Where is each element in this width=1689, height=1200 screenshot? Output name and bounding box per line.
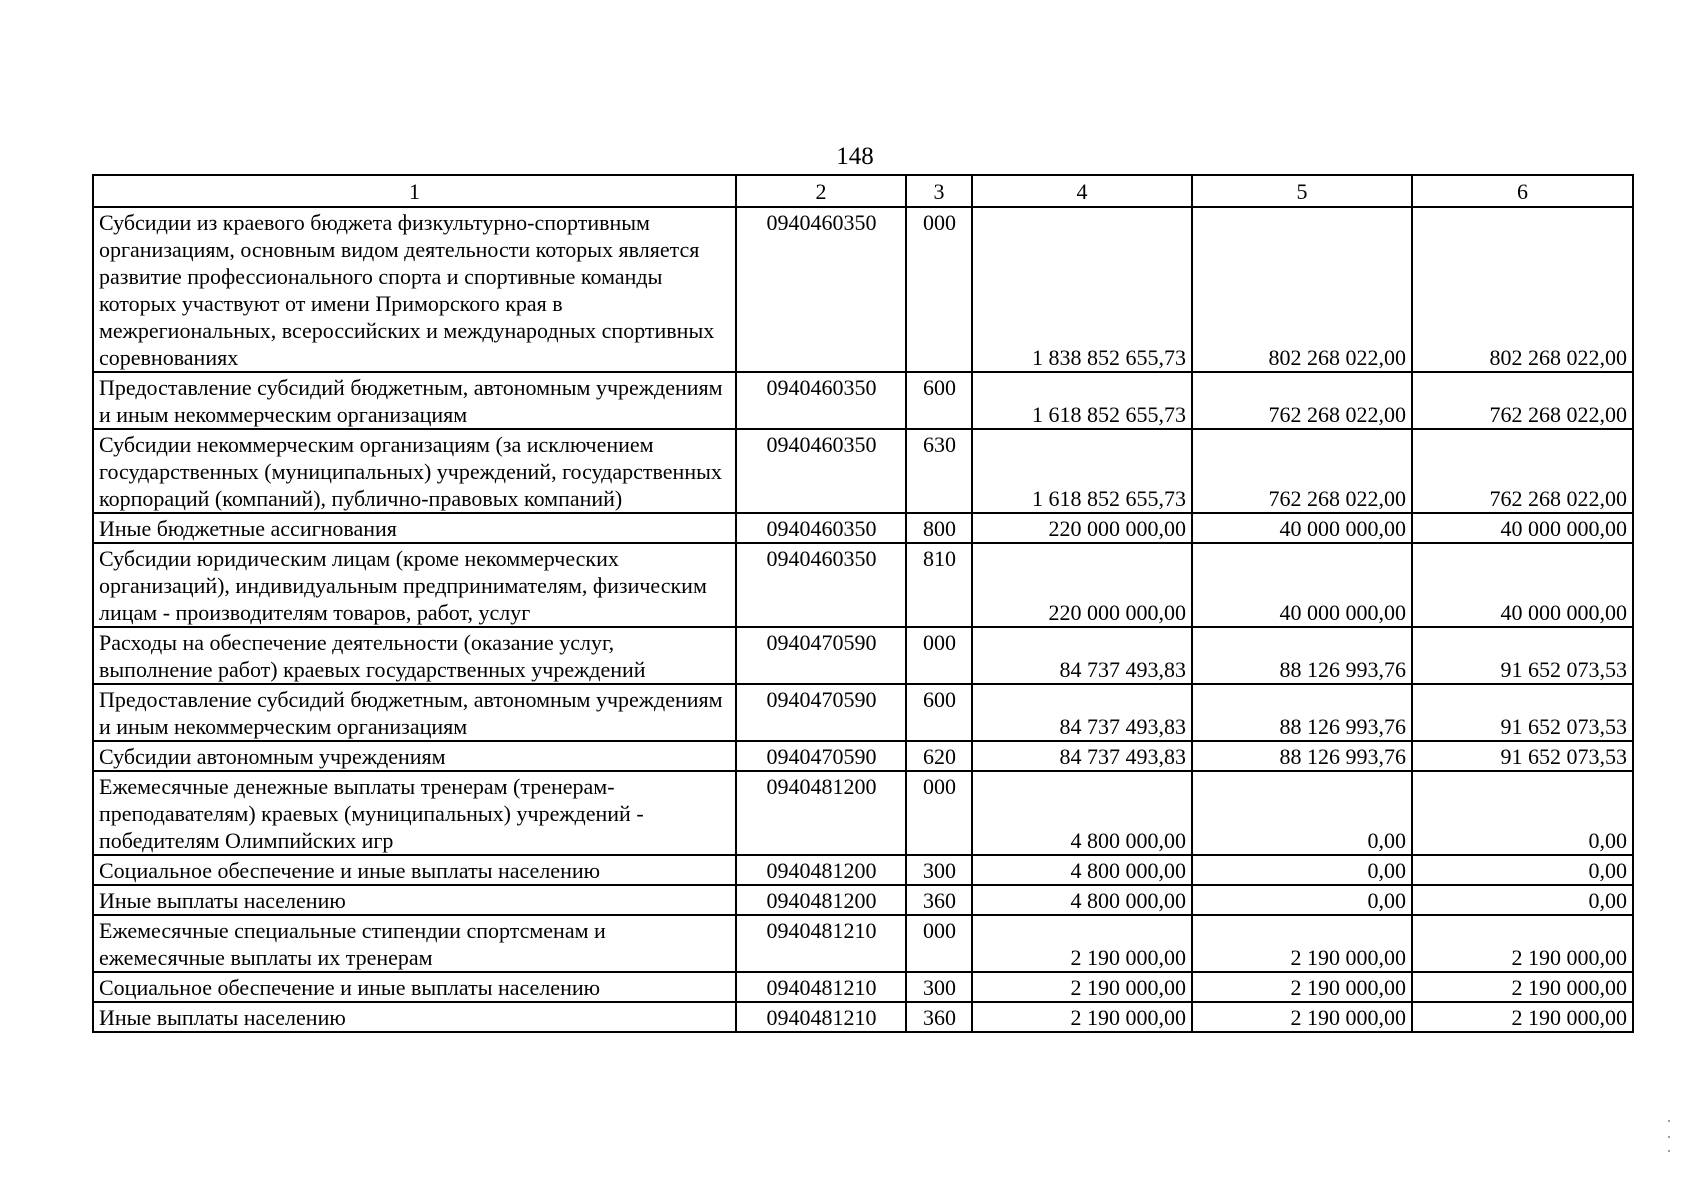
row-code-cell: 0940460350: [736, 429, 906, 513]
row-name-cell: Ежемесячные денежные выплаты тренерам (тренерам-преподавателям) краевых (муниципальных) учреждений - победителям Олимпийских игр: [93, 771, 736, 855]
column-header: 4: [972, 175, 1192, 207]
row-value-col5-cell: 40 000 000,00: [1192, 543, 1412, 627]
row-name-cell: Иные выплаты населению: [93, 885, 736, 915]
row-value-col4-cell: 4 800 000,00: [972, 885, 1192, 915]
row-value-col4-cell: 4 800 000,00: [972, 855, 1192, 885]
row-name-cell: Иные выплаты населению: [93, 1002, 736, 1032]
row-value-col4-cell: 84 737 493,83: [972, 627, 1192, 684]
row-code-cell: 0940470590: [736, 627, 906, 684]
column-header: 6: [1412, 175, 1633, 207]
row-value-col6-cell: 40 000 000,00: [1412, 513, 1633, 543]
row-name-cell: Предоставление субсидий бюджетным, автономным учреждениям и иным некоммерческим организациям: [93, 372, 736, 429]
row-value-col5-cell: 2 190 000,00: [1192, 915, 1412, 972]
page-number: 148: [836, 143, 874, 170]
row-value-col6-cell: 2 190 000,00: [1412, 972, 1633, 1002]
row-value-col4-cell: 84 737 493,83: [972, 684, 1192, 741]
row-name-cell: Субсидии из краевого бюджета физкультурно-спортивным организациям, основным видом деятельности которых является развитие профессионального спорта и спортивные команды которых участвуют от имени Приморского края в межрегиональных, всероссийских и международных спортивных соревнованиях: [93, 207, 736, 372]
row-type-cell: 360: [906, 1002, 972, 1032]
row-type-cell: 600: [906, 684, 972, 741]
row-name-cell: Социальное обеспечение и иные выплаты населению: [93, 855, 736, 885]
row-value-col5-cell: 88 126 993,76: [1192, 627, 1412, 684]
table-row: [93, 372, 1633, 429]
row-value-col6-cell: 802 268 022,00: [1412, 207, 1633, 372]
row-value-col4-cell: 1 618 852 655,73: [972, 372, 1192, 429]
row-value-col6-cell: 2 190 000,00: [1412, 915, 1633, 972]
row-value-col4-cell: 84 737 493,83: [972, 741, 1192, 771]
row-value-col5-cell: 762 268 022,00: [1192, 372, 1412, 429]
column-header: 3: [906, 175, 972, 207]
row-code-cell: 0940460350: [736, 207, 906, 372]
row-value-col4-cell: 2 190 000,00: [972, 972, 1192, 1002]
row-value-col6-cell: 0,00: [1412, 771, 1633, 855]
row-value-col4-cell: 1 838 852 655,73: [972, 207, 1192, 372]
row-value-col6-cell: 762 268 022,00: [1412, 372, 1633, 429]
row-value-col4-cell: 4 800 000,00: [972, 771, 1192, 855]
row-value-col6-cell: 762 268 022,00: [1412, 429, 1633, 513]
row-name-cell: Расходы на обеспечение деятельности (оказание услуг, выполнение работ) краевых государственных учреждений: [93, 627, 736, 684]
table-row: [93, 915, 1633, 972]
row-name-cell: Ежемесячные специальные стипендии спортсменам и ежемесячные выплаты их тренерам: [93, 915, 736, 972]
row-value-col6-cell: 91 652 073,53: [1412, 741, 1633, 771]
row-type-cell: 000: [906, 627, 972, 684]
row-value-col4-cell: 220 000 000,00: [972, 513, 1192, 543]
row-value-col4-cell: 2 190 000,00: [972, 915, 1192, 972]
row-type-cell: 000: [906, 915, 972, 972]
row-code-cell: 0940460350: [736, 543, 906, 627]
row-code-cell: 0940470590: [736, 684, 906, 741]
row-name-cell: Социальное обеспечение и иные выплаты населению: [93, 972, 736, 1002]
row-value-col4-cell: 1 618 852 655,73: [972, 429, 1192, 513]
row-type-cell: 800: [906, 513, 972, 543]
row-code-cell: 0940470590: [736, 741, 906, 771]
scan-speck: [1668, 1150, 1670, 1152]
row-type-cell: 810: [906, 543, 972, 627]
row-value-col6-cell: 91 652 073,53: [1412, 684, 1633, 741]
row-code-cell: 0940481200: [736, 771, 906, 855]
row-type-cell: 300: [906, 972, 972, 1002]
row-value-col5-cell: 0,00: [1192, 855, 1412, 885]
table-row: [93, 1002, 1633, 1032]
table-header-row: [93, 175, 1633, 207]
row-type-cell: 630: [906, 429, 972, 513]
row-value-col6-cell: 2 190 000,00: [1412, 1002, 1633, 1032]
table-row: [93, 207, 1633, 372]
row-value-col5-cell: 0,00: [1192, 885, 1412, 915]
scan-speck: [1668, 1136, 1670, 1138]
row-value-col5-cell: 2 190 000,00: [1192, 1002, 1412, 1032]
row-type-cell: 600: [906, 372, 972, 429]
row-value-col6-cell: 40 000 000,00: [1412, 543, 1633, 627]
row-value-col5-cell: 762 268 022,00: [1192, 429, 1412, 513]
row-value-col6-cell: 0,00: [1412, 885, 1633, 915]
table-row: [93, 771, 1633, 855]
row-value-col5-cell: 2 190 000,00: [1192, 972, 1412, 1002]
row-value-col5-cell: 88 126 993,76: [1192, 684, 1412, 741]
row-type-cell: 000: [906, 207, 972, 372]
table-row: [93, 855, 1633, 885]
row-name-cell: Субсидии юридическим лицам (кроме некоммерческих организаций), индивидуальным предпринимателям, физическим лицам - производителям товаров, работ, услуг: [93, 543, 736, 627]
row-code-cell: 0940481210: [736, 972, 906, 1002]
row-value-col5-cell: 0,00: [1192, 771, 1412, 855]
scan-speck: [1668, 1120, 1670, 1122]
table-row: [93, 741, 1633, 771]
row-value-col4-cell: 220 000 000,00: [972, 543, 1192, 627]
budget-table: [92, 174, 1634, 1033]
row-value-col4-cell: 2 190 000,00: [972, 1002, 1192, 1032]
row-value-col5-cell: 88 126 993,76: [1192, 741, 1412, 771]
column-header: 5: [1192, 175, 1412, 207]
table-row: [93, 972, 1633, 1002]
row-code-cell: 0940481210: [736, 915, 906, 972]
row-code-cell: 0940460350: [736, 372, 906, 429]
table-row: [93, 429, 1633, 513]
row-code-cell: 0940460350: [736, 513, 906, 543]
row-name-cell: Предоставление субсидий бюджетным, автономным учреждениям и иным некоммерческим организациям: [93, 684, 736, 741]
column-header: 2: [736, 175, 906, 207]
column-header: 1: [93, 175, 736, 207]
row-type-cell: 300: [906, 855, 972, 885]
table-row: [93, 684, 1633, 741]
row-value-col6-cell: 91 652 073,53: [1412, 627, 1633, 684]
row-code-cell: 0940481200: [736, 885, 906, 915]
row-value-col5-cell: 802 268 022,00: [1192, 207, 1412, 372]
row-name-cell: Субсидии некоммерческим организациям (за исключением государственных (муниципальных) учреждений, государственных корпораций (компаний), публично-правовых компаний): [93, 429, 736, 513]
table-row: [93, 627, 1633, 684]
row-code-cell: 0940481200: [736, 855, 906, 885]
row-value-col6-cell: 0,00: [1412, 855, 1633, 885]
row-type-cell: 620: [906, 741, 972, 771]
row-name-cell: Субсидии автономным учреждениям: [93, 741, 736, 771]
table-row: [93, 513, 1633, 543]
row-value-col5-cell: 40 000 000,00: [1192, 513, 1412, 543]
row-code-cell: 0940481210: [736, 1002, 906, 1032]
table-row: [93, 885, 1633, 915]
table-row: [93, 543, 1633, 627]
row-type-cell: 000: [906, 771, 972, 855]
row-type-cell: 360: [906, 885, 972, 915]
row-name-cell: Иные бюджетные ассигнования: [93, 513, 736, 543]
